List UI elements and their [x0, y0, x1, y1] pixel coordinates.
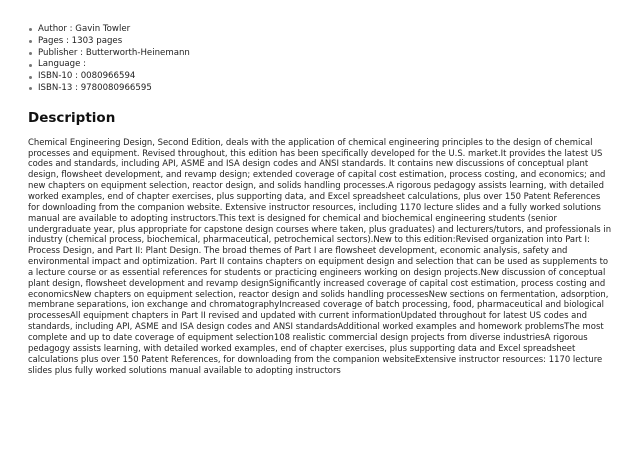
- book-page: [28, 24, 618, 375]
- detail-label: Author: [38, 24, 67, 34]
- detail-value: 1303 pages: [71, 35, 123, 46]
- bullet-icon: [29, 76, 32, 79]
- bullet-icon: [29, 87, 32, 90]
- detail-value: Gavin Towler: [75, 24, 131, 34]
- detail-language: Language :: [28, 59, 618, 71]
- bullet-icon: [29, 40, 32, 43]
- bullet-icon: [29, 28, 32, 31]
- bullet-icon: [29, 52, 32, 55]
- detail-label: ISBN-13: [38, 82, 73, 93]
- bullet-icon: [29, 64, 32, 67]
- detail-value: Butterworth-Heinemann: [85, 47, 190, 58]
- detail-isbn-13: ISBN-13 : 9780080966595: [28, 83, 618, 95]
- detail-isbn-10: ISBN-10 : 0080966594: [28, 71, 618, 83]
- detail-author: Author : Gavin Towler: [28, 24, 618, 36]
- detail-value: 9780080966595: [80, 82, 152, 93]
- detail-pages: Pages : 1303 pages: [28, 36, 618, 48]
- detail-value: 0080966594: [80, 71, 136, 82]
- detail-label: Publisher: [38, 47, 78, 58]
- detail-label: Language: [38, 59, 81, 70]
- description-heading: Description: [28, 109, 116, 126]
- detail-label: Pages: [38, 35, 64, 46]
- book-details-list: [28, 24, 618, 95]
- detail-publisher: Publisher : Butterworth-Heinemann: [28, 48, 618, 60]
- detail-label: ISBN-10: [38, 71, 73, 82]
- description-body: Chemical Engineering Design, Second Edition, deals with the application of chemical engineering principles to the design of chemical processes and equipment. Revised throughout, this edition has been specifically developed for the U.S. market.It provides the latest US codes and standards, including API, ASME and ISA design codes and ANSI standards. It contains new discussions of conceptual plant design, flowsheet development, and revamp design; extended coverage of capital cost estimation, process costing, and economics; and new chapters on equipment selection, reactor design, and solids handling processes.A rigorous pedagogy assists learning, with detailed worked examples, end of chapter exercises, plus supporting data, and Excel spreadsheet calculations, plus over 150 Patent References for downloading from the companion website. Extensive instructor resources, including 1170 lecture slides and a fully worked solutions manual are available to adopting instructors.This text is designed for chemical and biochemical engineering students (senior undergraduate year, plus appropriate for capstone design courses where taken, plus graduates) and lecturers/tutors, and professionals in industry (chemical process, biochemical, pharmaceutical, petrochemical sectors).New to this edition:Revised organization into Part I: Process Design, and Part II: Plant Design. The broad themes of Part I are flowsheet development, economic analysis, safety and environmental impact and optimization. Part II contains chapters on equipment design and selection that can be used as supplements to a lecture course or as essential references for students or practicing engineers working on design projects.New discussion of conceptual plant design, flowsheet development and revamp designSignificantly increased coverage of capital cost estimation, process costing and economicsNew chapters on equipment selection, reactor design and solids handling processesNew sections on fermentation, adsorption, membrane separations, ion exchange and chromatographyIncreased coverage of batch processing, food, pharmaceutical and biological processesAll equipment chapters in Part II revised and updated with current informationUpdated throughout for latest US codes and standards, including API, ASME and ISA design codes and ANSI standardsAdditional worked examples and homework problemsThe most complete and up to date coverage of equipment selection108 realistic commercial design projects from diverse industriesA rigorous pedagogy assists learning, with detailed worked examples, end of chapter exercises, plus supporting data and Excel spreadsheet calculations plus over 150 Patent References, for downloading from the companion websiteExtensive instructor resources: 1170 lecture slides plus fully worked solutions manual available to adopting instructors: [28, 136, 612, 375]
